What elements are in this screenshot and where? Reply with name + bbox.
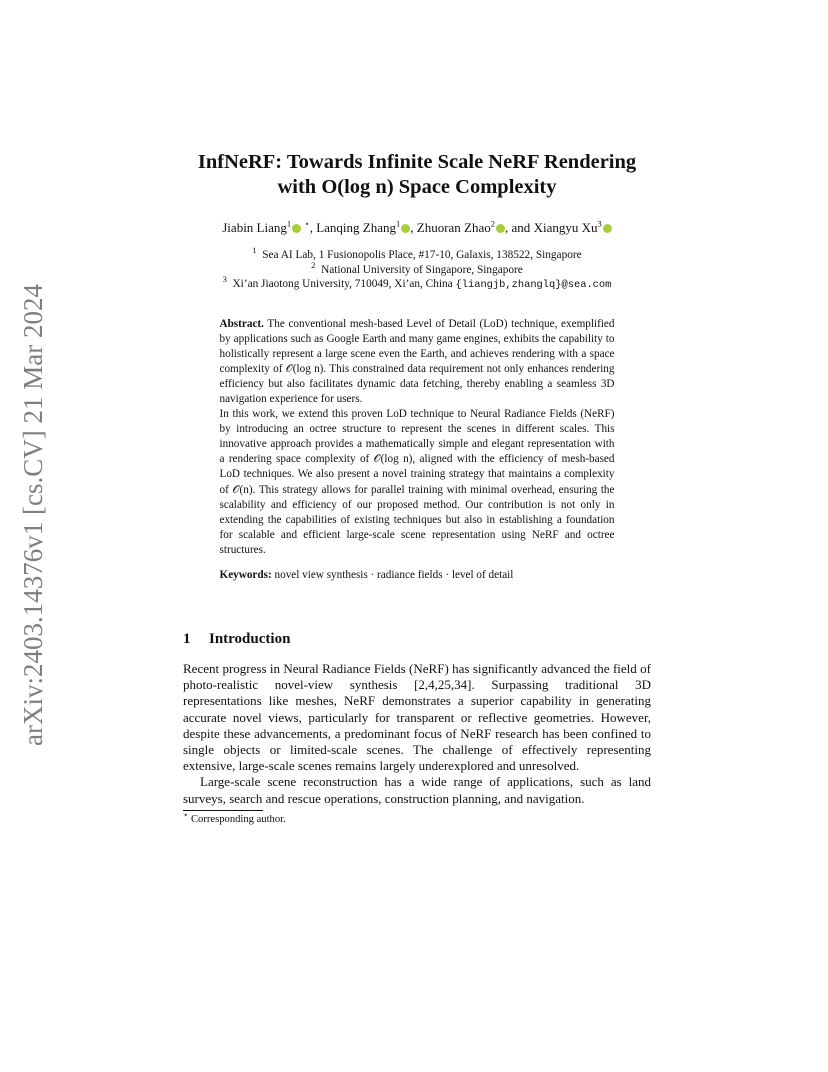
- section-number: 1: [183, 631, 191, 647]
- footnote: [183, 809, 651, 826]
- arxiv-side-stamp: [14, 280, 52, 750]
- author-separator: ,: [309, 220, 317, 235]
- orcid-icon[interactable]: [401, 224, 410, 233]
- affiliations: [183, 245, 651, 293]
- affiliation-text: Xi’an Jiaotong University, 710049, Xi’an, China: [232, 278, 453, 290]
- affiliation-sup: 2: [311, 259, 316, 270]
- footnote-mark: ⋆: [183, 809, 189, 820]
- footnote-text: Corresponding author.: [190, 813, 286, 825]
- section-heading: [183, 629, 651, 649]
- contact-email[interactable]: {liangjb,zhanglq}@sea.com: [455, 279, 612, 291]
- affiliation: [183, 274, 651, 293]
- abstract-paragraph-2: In this work, we extend this proven LoD technique to Neural Radiance Fields (NeRF) by introducing an octree structure to represent the scenes in different scales. This innovative approach provides a mathematically simple and elegant representation with a rendering space complexity of 𝒪(log n), aligned with the efficiency of mesh-based LoD techniques. We also present a novel training strategy that maintains a complexity of 𝒪(n). This strategy allows for parallel training with minimal overhead, ensuring the scalability and efficiency of our proposed method. Our contribution is not only in extending the capabilities of existing techniques but also in establishing a foundation for scalable and efficient large-scale scene representation using NeRF and octree structures.: [219, 408, 615, 556]
- author-affil-sup: 2: [490, 218, 496, 229]
- affiliation-sup: 1: [252, 245, 257, 256]
- affiliation-sup: 3: [222, 274, 227, 285]
- abstract-label: Abstract.: [219, 317, 264, 330]
- arxiv-id: arXiv:2403.14376v1 [cs.CV] 21 Mar 2024: [17, 284, 48, 746]
- affiliation-text: Sea AI Lab, 1 Fusionopolis Place, #17-10, Galaxis, 138522, Singapore: [262, 249, 582, 261]
- keywords: [220, 568, 615, 583]
- abstract: [220, 317, 615, 559]
- orcid-icon[interactable]: [496, 224, 505, 233]
- author-name: Lanqing Zhang: [316, 220, 397, 235]
- introduction-body: [183, 661, 651, 807]
- author-affil-sup: 1: [396, 218, 401, 229]
- keywords-label: Keywords:: [219, 569, 272, 581]
- paper-page: [183, 150, 651, 826]
- abstract-paragraph-1: [220, 317, 615, 408]
- abstract-text-1: The conventional mesh-based Level of Detail (LoD) technique, exemplified by applications such as Google Earth and many game engines, exhibits the capability to holistically represent a large scene even the Earth, and achieves rendering with a space complexity of 𝒪(log n). This constrained data requirement not only enhances rendering efficiency but also facilitates dynamic data fetching, thereby enabling a seamless 3D navigation experience for users.: [219, 317, 615, 405]
- author-affil-sup: 1: [286, 218, 292, 229]
- affiliation: [183, 259, 651, 278]
- author-name: Jiabin Liang: [222, 220, 287, 235]
- author-separator: ,: [410, 220, 417, 235]
- title-line-1: InfNeRF: Towards Infinite Scale NeRF Rendering: [197, 151, 637, 173]
- title-line-2: with O(log n) Space Complexity: [277, 176, 557, 198]
- author-name: Xiangyu Xu: [533, 220, 598, 235]
- section-title: Introduction: [209, 631, 291, 647]
- body-paragraph-1: Recent progress in Neural Radiance Fields (NeRF) has significantly advanced the field of photo-realistic novel-view synthesis [2,4,25,34]. Surpassing traditional 3D representations like meshes, NeRF demonstrates a superior capability in generating accurate novel views, particularly for transparent or reflective geometries. However, despite these advancements, a predominant focus of NeRF research has been confined to single objects or limited-scale scenes. The challenge of effectively representing extensive, large-scale scenes remains largely underexplored and unresolved.: [183, 661, 651, 774]
- paper-title: [183, 150, 651, 200]
- author-separator: , and: [505, 220, 534, 235]
- orcid-icon[interactable]: [292, 224, 301, 233]
- keywords-text: novel view synthesis · radiance fields · level of detail: [274, 569, 514, 581]
- orcid-icon[interactable]: [603, 224, 612, 233]
- author-mark: ⋆: [304, 218, 310, 229]
- author-name: Zhuoran Zhao: [416, 220, 491, 235]
- body-paragraph-2: Large-scale scene reconstruction has a wide range of applications, such as land surveys, search and rescue operations, construction planning, and navigation.: [183, 774, 651, 806]
- author-affil-sup: 3: [597, 218, 602, 229]
- affiliation-text: National University of Singapore, Singapore: [321, 263, 523, 276]
- affiliation: [183, 245, 651, 263]
- author-list: [183, 219, 651, 237]
- footnote-rule: [183, 810, 263, 811]
